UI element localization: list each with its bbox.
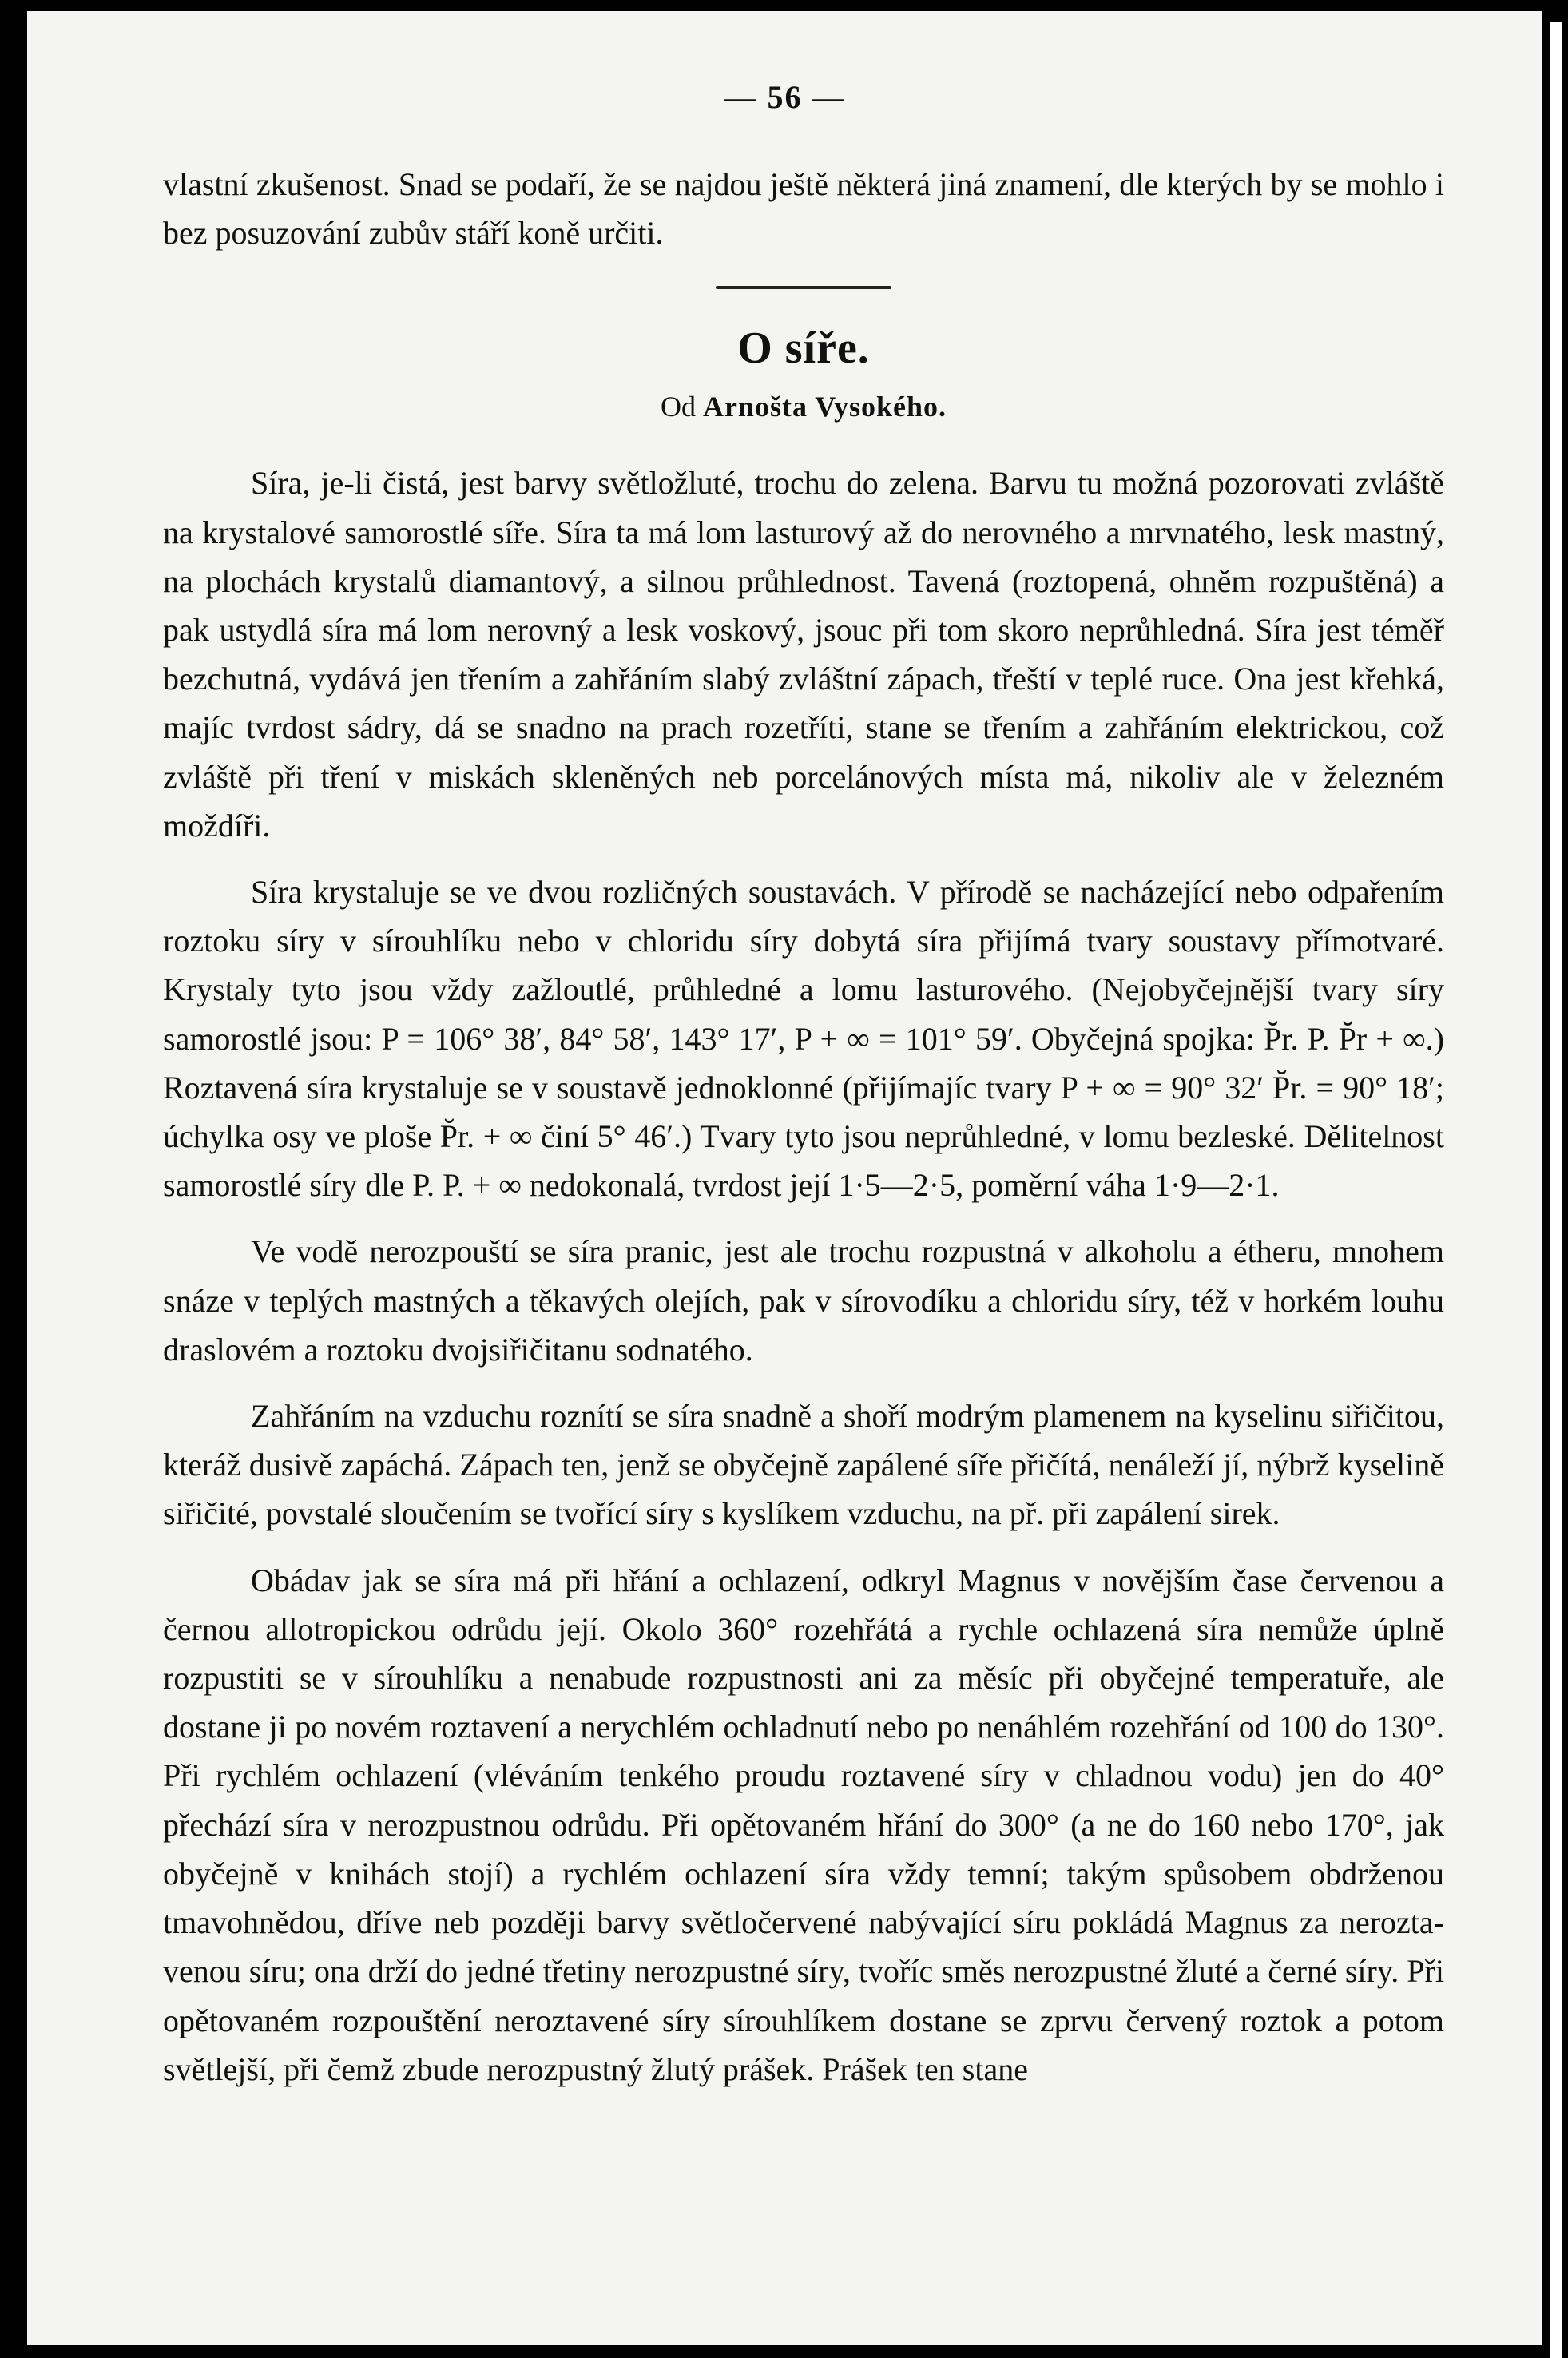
article-byline — [163, 390, 1444, 423]
intro-paragraph: vlastní zkušenost. Snad se podaří, že se najdou ještě některá jiná znamení, dle kterých by se mohlo i bez posuzování zubův stáří koně určiti. — [163, 166, 1444, 252]
page-number: — 56 — — [724, 79, 846, 115]
paragraph-3: Ve vodě nerozpouští se síra pranic, jest ale trochu rozpustná v alkoholu a étheru, mnohem snáze v teplých mastných a těkavých olejích, pak v sírovodíku a chloridu síry, též v horkém louhu draslovém a roztoku dvojsiřičitanu sodnatého. — [163, 1233, 1444, 1368]
section-divider — [716, 286, 891, 289]
article-author: Arnošta Vysokého. — [702, 391, 947, 423]
paragraph-2: Síra krystaluje se ve dvou rozličných soustavách. V přírodě se nacházející nebo odpařením roztoku síry v sírouhlíku nebo v chloridu síry dobytá síra přijímá tvary soustavy přímotvaré. Krystaly tyto jsou vždy zažloutlé, průhledné a lomu lasturového. (Nejobyčejnější tvary síry samorostlé jsou: P = 106° 38′, 84° 58′, 143° 17′, P + ∞ = 101° 59′. Obyčejná spojka: P̆r. P. P̆r + ∞.) Roztavená síra krystaluje se v soustavě jednoklonné (přijímajíc tvary P + ∞ = 90° 32′ P̆r. = 90° 18′; úchylka osy ve ploše P̆r. + ∞ činí 5° 46′.) Tvary tyto jsou neprůhledné, v lomu bezleské. Dělitelnost samorostlé síry dle P. P. + ∞ nedokonalá, tvrdost její 1·5—2·5, poměrní váha 1·9—2·1. — [163, 874, 1444, 1204]
page-body — [163, 160, 1444, 2094]
book-page — [27, 11, 1542, 2345]
paragraph-5: Obádav jak se síra má při hřání a ochlazení, odkryl Magnus v novějším čase červenou a černou allotropickou odrůdu její. Okolo 360° rozehřátá a rychle ochlazená síra nemůže úplně rozpustiti se v sírouhlíku a nenabude rozpustnosti ani za měsíc při obyčejné temperatuře, ale dostane ji po novém roztavení a nerychlém ochladnutí nebo po nenáhlém rozehřání od 100 do 130°. Při rychlém ochlazení (vléváním tenkého proudu roztavené síry v chladnou vodu) jen do 40° přechází síra v nerozpustnou odrůdu. Při opětovaném hřání do 300° (a ne do 160 nebo 170°, jak obyčejně v knihách stojí) a rychlém ochlazení síra vždy temní; takým spůsobem obdrženou tmavohnědou, dříve neb později barvy světločervené nabývající síru pokládá Magnus za neroztavenou síru; ona drží do jedné třetiny nerozpustné síry, tvoříc směs nerozpustné žluté a černé síry. Při opětovaném rozpouštění neroztavené síry sírouhlíkem dostane se zprvu červený roztok a potom světlejší, při čemž zbude nerozpustný žlutý prášek. Prášek ten stane — [163, 1562, 1444, 2087]
scan-frame-edge — [1550, 22, 1562, 2358]
paragraph-4: Zahřáním na vzduchu roznítí se síra snadně a shoří modrým plamenem na kyselinu siřičitou, kteráž dusivě zapáchá. Zápach ten, jenž se obyčejně zapálené síře přičítá, nenáleží jí, nýbrž kyselině siřičité, povstalé sloučením se tvořící síry s kyslíkem vzduchu, na př. při zapálení sirek. — [163, 1398, 1444, 1532]
article-title: O síře. — [737, 324, 870, 374]
paragraph-1: Síra, je-li čistá, jest barvy světložluté, trochu do zelena. Barvu tu možná pozorovati zvláště na krystalové samorostlé síře. Síra ta má lom lasturový až do nerovného a mrvnatého, lesk mastný, na plochách krystalů diamantový, a silnou průhlednost. Tavená (roztopená, ohněm rozpuštěná) a pak ustydlá síra má lom nerovný a lesk voskový, jsouc při tom skoro neprůhledná. Síra jest téměř bezchutná, vydává jen třením a zahřáním slabý zvláštní zápach, třeští v teplé ruce. Ona jest křehká, majíc tvrdost sádry, dá se snadno na prach rozetříti, stane se třením a zahřáním elektrickou, což zvláště při tření v miskách skleněných neb porcelánových místa má, nikoliv ale v železném moždíři. — [163, 465, 1444, 844]
byline-prefix: Od — [660, 391, 696, 423]
